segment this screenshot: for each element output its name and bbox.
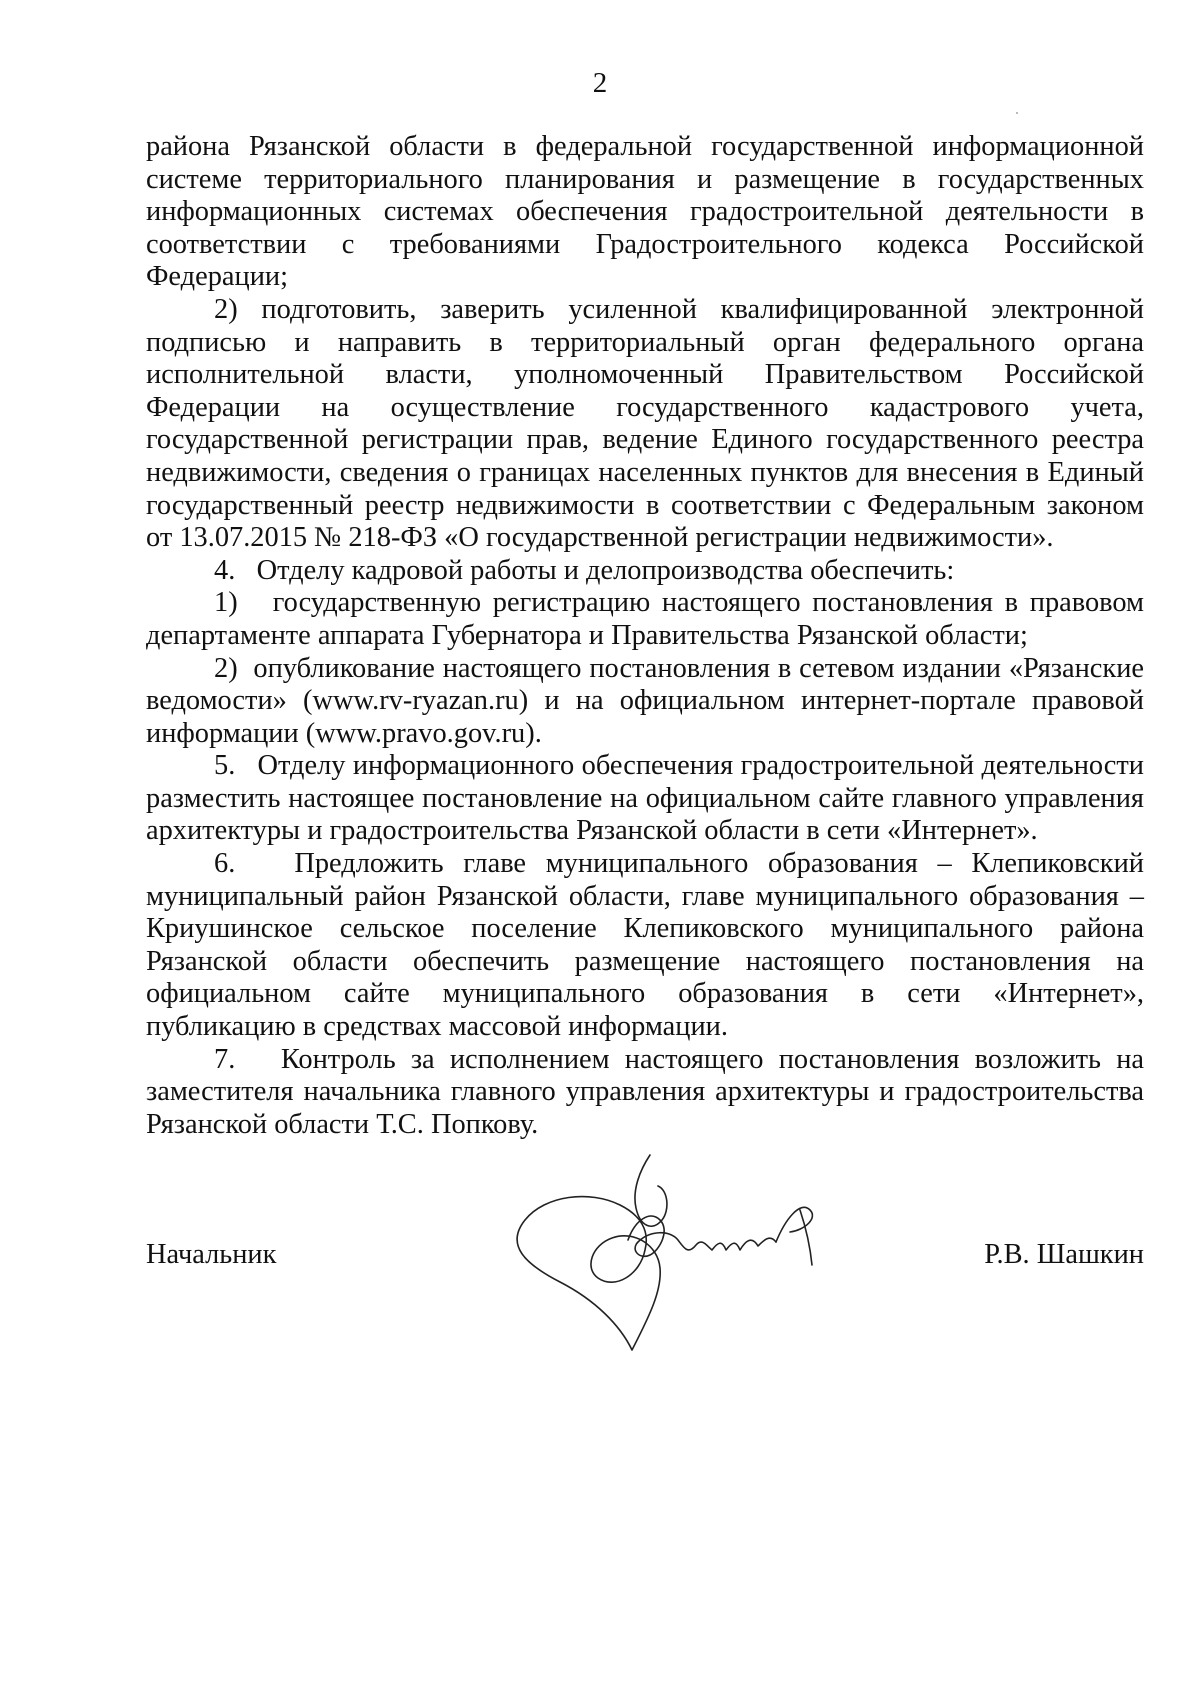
paragraph-continuation: района Рязанской области в федеральной государственной информационной системе территориального планирования и размещение в государственных информационных системах обеспечения градостроительной деятельности в соответствии с требованиями Градостроительного кодекса Российской Федерации; bbox=[146, 131, 1144, 293]
paragraph-section-4: 4. Отделу кадровой работы и делопроизводства обеспечить: bbox=[214, 554, 955, 586]
paragraph-item-2: 2) подготовить, заверить усиленной квалифицированной электронной подписью и направить в территориальный орган федерального органа исполнительной власти, уполномоченный Правительством Российской Федерации на осуществление государственного кадастрового учета, государственной регистрации прав, ведение Единого государственного реестра недвижимости, сведения о границах населенных пунктов для внесения в Единый государственный реестр недвижимости в соответствии с Федеральным законом от 13.07.2015 № 218-ФЗ «О государственной регистрации недвижимости». bbox=[146, 293, 1144, 554]
paragraph-section-6: 6. Предложить главе муниципального образования – Клепиковский муниципальный район Рязанской области, главе муниципального образования – Криушинское сельское поселение Клепиковского муниципального района Рязанской области обеспечить размещение настоящего постановления на официальном сайте муниципального образования в сети «Интернет», публикацию в средствах массовой информации. bbox=[146, 848, 1144, 1043]
paragraph-section-7: 7. Контроль за исполнением настоящего постановления возложить на заместителя начальника главного управления архитектуры и градостроительства Рязанской области Т.С. Попкову. bbox=[146, 1043, 1144, 1140]
paragraph-section-5: 5. Отделу информационного обеспечения градостроительной деятельности разместить настоящее постановление на официальном сайте главного управления архитектуры и градостроительства Рязанской области в сети «Интернет». bbox=[146, 750, 1144, 847]
document-body bbox=[146, 131, 1144, 1141]
paragraph-section-4-item-1: 1) государственную регистрацию настоящего постановления в правовом департаменте аппарата Губернатора и Правительства Рязанской области; bbox=[146, 587, 1144, 651]
page-number: 2 bbox=[592, 67, 608, 99]
scan-artifact bbox=[1016, 112, 1018, 114]
signatory-name: Р.В. Шашкин bbox=[984, 1239, 1144, 1270]
signatory-position: Начальник bbox=[146, 1239, 277, 1270]
paragraph-section-4-item-2: 2) опубликование настоящего постановления в сетевом издании «Рязанские ведомости» (www.rv-ryazan.ru) и на официальном интернет-портале правовой информации (www.pravo.gov.ru). bbox=[146, 652, 1144, 749]
handwritten-signature-image bbox=[500, 1150, 840, 1355]
